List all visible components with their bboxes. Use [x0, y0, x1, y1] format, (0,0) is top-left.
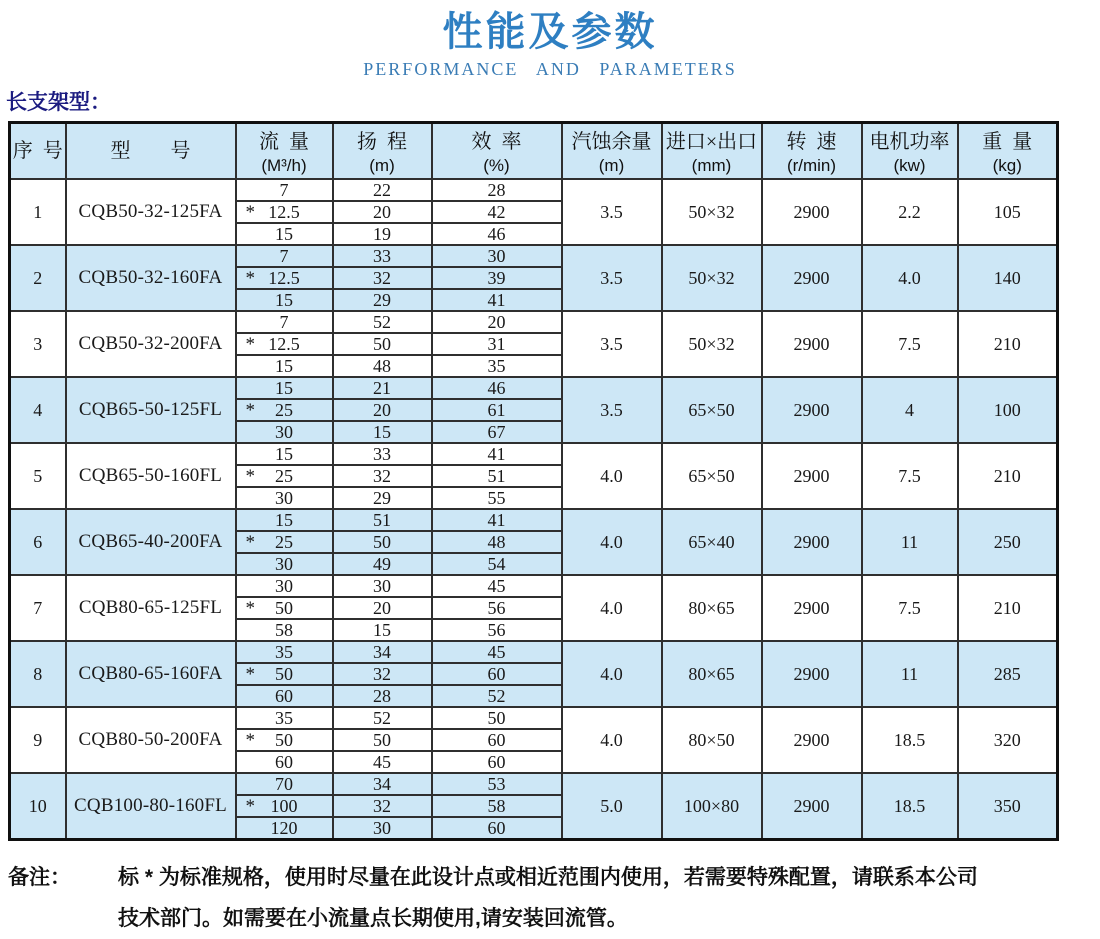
col-header-ports: [662, 123, 762, 180]
cell-model: CQB50-32-125FA: [66, 179, 236, 245]
cell-flow: [236, 685, 333, 707]
cell-npsh: 4.0: [562, 509, 662, 575]
cell-flow: [236, 663, 333, 685]
cell-flow: [236, 531, 333, 553]
page-subtitle: PERFORMANCE AND PARAMETERS: [363, 59, 737, 79]
cell-weight: 105: [958, 179, 1058, 245]
cell-flow: [236, 399, 333, 421]
cell-head: 30: [333, 817, 432, 840]
cell-speed: 2900: [762, 575, 862, 641]
standard-spec-star: *: [245, 465, 255, 487]
standard-spec-star: *: [245, 267, 255, 289]
cell-flow: [236, 751, 333, 773]
cell-npsh: 3.5: [562, 245, 662, 311]
cell-efficiency: 30: [432, 245, 562, 267]
cell-efficiency: 31: [432, 333, 562, 355]
cell-model: CQB80-65-125FL: [66, 575, 236, 641]
cell-npsh: 4.0: [562, 443, 662, 509]
cell-head: 20: [333, 597, 432, 619]
cell-efficiency: 39: [432, 267, 562, 289]
cell-head: 45: [333, 751, 432, 773]
flow-value: 12.5: [268, 202, 300, 222]
cell-efficiency: 56: [432, 597, 562, 619]
section-label: 长支架型：: [6, 91, 111, 114]
cell-efficiency: 46: [432, 223, 562, 245]
flow-value: 120: [270, 818, 298, 838]
cell-weight: 140: [958, 245, 1058, 311]
cell-flow: [236, 465, 333, 487]
col-header-ports-unit: (mm): [691, 155, 732, 175]
flow-value: 100: [270, 796, 298, 816]
table-row: [10, 509, 1058, 531]
cell-power: 7.5: [862, 311, 958, 377]
standard-spec-star: *: [245, 201, 255, 223]
flow-value: 15: [275, 356, 293, 376]
cell-npsh: 4.0: [562, 641, 662, 707]
cell-efficiency: 51: [432, 465, 562, 487]
cell-speed: 2900: [762, 509, 862, 575]
col-header-power-label: 电机功率: [869, 130, 950, 153]
cell-speed: 2900: [762, 707, 862, 773]
cell-head: 52: [333, 707, 432, 729]
cell-model: CQB100-80-160FL: [66, 773, 236, 840]
cell-speed: 2900: [762, 377, 862, 443]
cell-ports: 50×32: [662, 311, 762, 377]
col-header-efficiency-unit: (%): [483, 155, 510, 175]
flow-value: 15: [275, 224, 293, 244]
table-header-row: [10, 123, 1058, 180]
cell-power: 7.5: [862, 575, 958, 641]
flow-value: 50: [275, 664, 293, 684]
col-header-flow-unit: (M³/h): [261, 155, 307, 175]
cell-index: 1: [10, 179, 66, 245]
cell-ports: 80×65: [662, 575, 762, 641]
cell-head: 50: [333, 333, 432, 355]
table-row: [10, 311, 1058, 333]
cell-head: 48: [333, 355, 432, 377]
cell-head: 32: [333, 663, 432, 685]
flow-value: 15: [275, 378, 293, 398]
col-header-index: [10, 123, 66, 180]
standard-spec-star: *: [245, 333, 255, 355]
flow-value: 50: [275, 598, 293, 618]
cell-efficiency: 53: [432, 773, 562, 795]
standard-spec-star: *: [245, 795, 255, 817]
flow-value: 15: [275, 444, 293, 464]
cell-index: 8: [10, 641, 66, 707]
cell-head: 49: [333, 553, 432, 575]
cell-flow: [236, 355, 333, 377]
cell-index: 10: [10, 773, 66, 840]
col-header-npsh-label: 汽蚀余量: [571, 130, 652, 153]
cell-npsh: 3.5: [562, 179, 662, 245]
flow-value: 58: [275, 620, 293, 640]
col-header-speed-label: 转 速: [786, 130, 837, 153]
cell-efficiency: 61: [432, 399, 562, 421]
cell-efficiency: 60: [432, 751, 562, 773]
col-header-power-unit: (kw): [893, 155, 926, 175]
col-header-npsh: [562, 123, 662, 180]
cell-npsh: 3.5: [562, 311, 662, 377]
cell-weight: 100: [958, 377, 1058, 443]
cell-flow: [236, 509, 333, 531]
cell-flow: [236, 575, 333, 597]
cell-flow: [236, 773, 333, 795]
cell-model: CQB65-50-125FL: [66, 377, 236, 443]
cell-speed: 2900: [762, 641, 862, 707]
cell-flow: [236, 223, 333, 245]
cell-head: 15: [333, 619, 432, 641]
cell-flow: [236, 201, 333, 223]
table-row: [10, 245, 1058, 267]
cell-efficiency: 20: [432, 311, 562, 333]
cell-weight: 210: [958, 575, 1058, 641]
col-header-efficiency: [432, 123, 562, 180]
flow-value: 12.5: [268, 268, 300, 288]
cell-speed: 2900: [762, 179, 862, 245]
cell-head: 34: [333, 773, 432, 795]
cell-model: CQB50-32-160FA: [66, 245, 236, 311]
cell-efficiency: 67: [432, 421, 562, 443]
cell-efficiency: 55: [432, 487, 562, 509]
cell-power: 18.5: [862, 773, 958, 840]
flow-value: 7: [279, 246, 289, 266]
flow-value: 30: [275, 422, 293, 442]
cell-power: 4: [862, 377, 958, 443]
cell-model: CQB80-50-200FA: [66, 707, 236, 773]
flow-value: 25: [275, 400, 293, 420]
cell-efficiency: 60: [432, 729, 562, 751]
cell-weight: 210: [958, 311, 1058, 377]
table-row: [10, 641, 1058, 663]
cell-power: 7.5: [862, 443, 958, 509]
remarks: [8, 857, 1100, 939]
cell-speed: 2900: [762, 773, 862, 840]
cell-head: 22: [333, 179, 432, 201]
cell-ports: 50×32: [662, 179, 762, 245]
cell-index: 6: [10, 509, 66, 575]
cell-power: 2.2: [862, 179, 958, 245]
flow-value: 25: [275, 532, 293, 552]
table-row: [10, 179, 1058, 201]
cell-efficiency: 41: [432, 289, 562, 311]
cell-efficiency: 41: [432, 443, 562, 465]
cell-weight: 250: [958, 509, 1058, 575]
cell-flow: [236, 707, 333, 729]
cell-index: 5: [10, 443, 66, 509]
col-header-speed-unit: (r/min): [786, 155, 837, 175]
cell-flow: [236, 553, 333, 575]
cell-ports: 65×40: [662, 509, 762, 575]
cell-index: 7: [10, 575, 66, 641]
cell-flow: [236, 487, 333, 509]
cell-head: 32: [333, 465, 432, 487]
cell-head: 32: [333, 795, 432, 817]
flow-value: 12.5: [268, 334, 300, 354]
flow-value: 15: [275, 510, 293, 530]
cell-head: 33: [333, 245, 432, 267]
cell-efficiency: 56: [432, 619, 562, 641]
cell-model: CQB80-65-160FA: [66, 641, 236, 707]
cell-flow: [236, 333, 333, 355]
cell-npsh: 4.0: [562, 707, 662, 773]
col-header-model-label: 型 号: [110, 140, 191, 162]
col-header-flow-label: 流 量: [259, 130, 309, 153]
cell-head: 28: [333, 685, 432, 707]
cell-efficiency: 50: [432, 707, 562, 729]
standard-spec-star: *: [245, 531, 255, 553]
cell-head: 29: [333, 289, 432, 311]
col-header-power: [862, 123, 958, 180]
cell-efficiency: 41: [432, 509, 562, 531]
table-row: [10, 773, 1058, 795]
col-header-index-label: 序 号: [12, 140, 63, 162]
flow-value: 30: [275, 576, 293, 596]
cell-flow: [236, 421, 333, 443]
cell-flow: [236, 245, 333, 267]
cell-flow: [236, 729, 333, 751]
remarks-label: 备注：: [8, 866, 71, 889]
cell-ports: 65×50: [662, 443, 762, 509]
cell-index: 2: [10, 245, 66, 311]
col-header-speed: [762, 123, 862, 180]
flow-value: 7: [279, 312, 289, 332]
cell-weight: 285: [958, 641, 1058, 707]
cell-ports: 100×80: [662, 773, 762, 840]
cell-npsh: 5.0: [562, 773, 662, 840]
standard-spec-star: *: [245, 597, 255, 619]
cell-efficiency: 58: [432, 795, 562, 817]
flow-value: 15: [275, 290, 293, 310]
cell-efficiency: 28: [432, 179, 562, 201]
cell-head: 15: [333, 421, 432, 443]
cell-weight: 350: [958, 773, 1058, 840]
flow-value: 35: [275, 642, 293, 662]
table-row: [10, 707, 1058, 729]
cell-ports: 80×50: [662, 707, 762, 773]
col-header-weight-label: 重 量: [982, 130, 1033, 153]
col-header-npsh-unit: (m): [598, 155, 625, 175]
cell-efficiency: 60: [432, 663, 562, 685]
cell-head: 52: [333, 311, 432, 333]
flow-value: 25: [275, 466, 293, 486]
table-body: [10, 179, 1058, 840]
cell-flow: [236, 179, 333, 201]
cell-model: CQB65-50-160FL: [66, 443, 236, 509]
cell-head: 50: [333, 729, 432, 751]
page-title: 性能及参数: [442, 10, 658, 54]
col-header-weight: [958, 123, 1058, 180]
cell-flow: [236, 817, 333, 840]
col-header-ports-label: 进口×出口: [665, 130, 758, 153]
col-header-head-label: 扬 程: [357, 130, 407, 153]
flow-value: 60: [275, 686, 293, 706]
remarks-line-1: 标 * 为标准规格，使用时尽量在此设计点或相近范围内使用，若需要特殊配置，请联系本公司: [118, 866, 978, 889]
cell-efficiency: 45: [432, 575, 562, 597]
cell-ports: 50×32: [662, 245, 762, 311]
cell-power: 11: [862, 509, 958, 575]
cell-flow: [236, 311, 333, 333]
cell-speed: 2900: [762, 311, 862, 377]
params-table: [8, 121, 1059, 841]
col-header-head-unit: (m): [369, 155, 395, 175]
cell-efficiency: 48: [432, 531, 562, 553]
cell-efficiency: 46: [432, 377, 562, 399]
col-header-model: [66, 123, 236, 180]
cell-head: 21: [333, 377, 432, 399]
col-header-weight-unit: (kg): [992, 155, 1022, 175]
table-row: [10, 575, 1058, 597]
remarks-line-2: 技术部门。如需要在小流量点长期使用,请安装回流管。: [118, 907, 628, 930]
cell-efficiency: 42: [432, 201, 562, 223]
cell-model: CQB65-40-200FA: [66, 509, 236, 575]
cell-flow: [236, 597, 333, 619]
cell-head: 32: [333, 267, 432, 289]
flow-value: 70: [275, 774, 293, 794]
cell-efficiency: 45: [432, 641, 562, 663]
cell-head: 34: [333, 641, 432, 663]
flow-value: 50: [275, 730, 293, 750]
cell-head: 50: [333, 531, 432, 553]
cell-power: 11: [862, 641, 958, 707]
cell-ports: 65×50: [662, 377, 762, 443]
flow-value: 7: [279, 180, 289, 200]
flow-value: 60: [275, 752, 293, 772]
cell-efficiency: 35: [432, 355, 562, 377]
cell-power: 4.0: [862, 245, 958, 311]
cell-npsh: 3.5: [562, 377, 662, 443]
table-row: [10, 443, 1058, 465]
cell-head: 33: [333, 443, 432, 465]
cell-flow: [236, 267, 333, 289]
cell-head: 29: [333, 487, 432, 509]
cell-flow: [236, 641, 333, 663]
cell-efficiency: 60: [432, 817, 562, 840]
cell-weight: 210: [958, 443, 1058, 509]
cell-speed: 2900: [762, 443, 862, 509]
cell-speed: 2900: [762, 245, 862, 311]
cell-ports: 80×65: [662, 641, 762, 707]
cell-index: 9: [10, 707, 66, 773]
cell-head: 30: [333, 575, 432, 597]
flow-value: 30: [275, 488, 293, 508]
col-header-efficiency-label: 效 率: [471, 130, 522, 153]
cell-head: 20: [333, 201, 432, 223]
cell-npsh: 4.0: [562, 575, 662, 641]
cell-index: 3: [10, 311, 66, 377]
cell-flow: [236, 377, 333, 399]
standard-spec-star: *: [245, 399, 255, 421]
cell-head: 20: [333, 399, 432, 421]
standard-spec-star: *: [245, 663, 255, 685]
cell-flow: [236, 289, 333, 311]
standard-spec-star: *: [245, 729, 255, 751]
cell-weight: 320: [958, 707, 1058, 773]
table-row: [10, 377, 1058, 399]
cell-power: 18.5: [862, 707, 958, 773]
cell-efficiency: 52: [432, 685, 562, 707]
cell-head: 51: [333, 509, 432, 531]
cell-index: 4: [10, 377, 66, 443]
cell-flow: [236, 619, 333, 641]
cell-model: CQB50-32-200FA: [66, 311, 236, 377]
cell-flow: [236, 795, 333, 817]
cell-flow: [236, 443, 333, 465]
cell-head: 19: [333, 223, 432, 245]
col-header-flow: [236, 123, 333, 180]
flow-value: 30: [275, 554, 293, 574]
cell-efficiency: 54: [432, 553, 562, 575]
flow-value: 35: [275, 708, 293, 728]
col-header-head: [333, 123, 432, 180]
